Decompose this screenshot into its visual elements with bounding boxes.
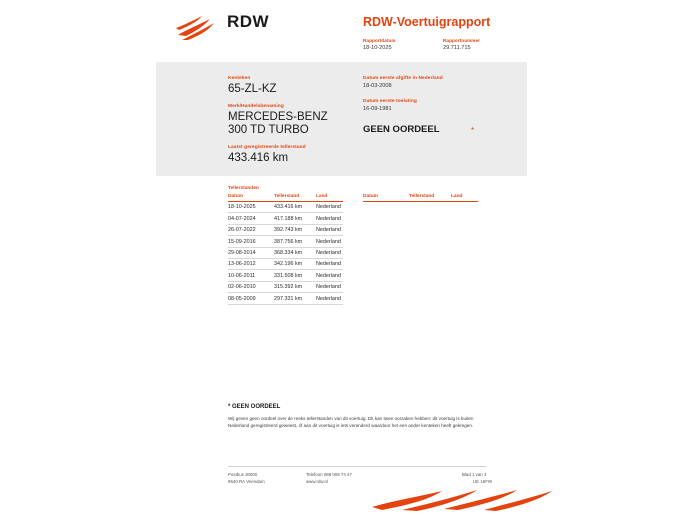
document-header [0,0,685,60]
verdict-badge: GEEN OORDEEL [363,124,440,135]
meta-value: 29.711.715 [443,45,471,51]
table-row [228,236,343,247]
summary-right-column [363,76,523,135]
cell-datum: 08-05-2009 [228,293,274,304]
cell-land: Nederland [316,236,343,247]
footer-version-code: UE 16FW [473,479,493,484]
eerste-afgifte-label: Datum eerste afgifte in Nederland [363,76,443,81]
cell-land: Nederland [316,202,343,213]
footer-contact [306,472,352,485]
cell-land: Nederland [316,224,343,235]
footer-address-line2: 9640 RA Veendam [228,478,265,484]
table-row [228,213,343,224]
cell-land: Nederland [316,293,343,304]
column-header-tellerstand: Tellerstand [409,194,451,202]
merk-value: MERCEDES-BENZ 300 TD TURBO [228,111,328,136]
odometer-section-title: Tellerstanden [228,186,259,191]
table-row [228,270,343,281]
footer-address [228,472,265,485]
column-header-datum: Datum [363,194,409,202]
cell-tellerstand: 387.756 km [274,236,316,247]
eerste-toelating-value: 16-09-1981 [363,106,392,112]
column-header-tellerstand: Tellerstand [274,194,316,202]
column-header-land: Land [316,194,343,202]
cell-tellerstand: 331.508 km [274,270,316,281]
footer-website[interactable]: www.rdw.nl [306,478,328,484]
meta-report-number [443,38,505,51]
column-header-datum: Datum [228,194,274,202]
kenteken-label: Kenteken [228,76,251,81]
cell-land: Nederland [316,270,343,281]
table-row [228,247,343,258]
table-row [228,258,343,269]
cell-datum: 02-06-2010 [228,281,274,292]
footer-address-line1: Postbus 30000 [228,472,258,477]
meta-value: 18-10-2025 [363,45,392,51]
footnote-title: * GEEN OORDEEL [228,404,281,410]
cell-datum: 18-10-2025 [228,202,274,213]
meta-label: Rapportnummer [443,38,481,43]
cell-tellerstand: 417.188 km [274,213,316,224]
cell-datum: 15-09-2016 [228,236,274,247]
table-row [228,202,343,213]
summary-left-column [228,76,358,173]
tellerstand-label: Laatst geregistreerde tellerstand [228,145,306,150]
page-title: RDW-Voertuigrapport [363,15,491,29]
footer-page-number: Blad 1 van 3 [462,472,487,477]
cell-datum: 04-07-2024 [228,213,274,224]
eerste-afgifte-value: 18-03-2008 [363,83,392,89]
merk-label: Merk/Handelsbenaming [228,104,284,109]
meta-report-date [363,38,425,51]
cell-land: Nederland [316,213,343,224]
meta-label: Rapportdatum [363,38,396,43]
report-meta [363,38,505,51]
odometer-table-right [363,194,478,202]
verdict-asterisk-marker: * [471,126,475,135]
column-header-land: Land [451,194,478,202]
table-row [228,293,343,304]
brand-name: RDW [227,12,270,31]
cell-tellerstand: 368.334 km [274,247,316,258]
table-header-row [363,194,478,202]
odometer-table-left [228,194,343,305]
cell-tellerstand: 342.196 km [274,258,316,269]
cell-tellerstand: 392.743 km [274,224,316,235]
table-row [228,281,343,292]
cell-datum: 26-07-2022 [228,224,274,235]
cell-land: Nederland [316,247,343,258]
cell-land: Nederland [316,281,343,292]
footnote-body: Wij geven geen oordeel over de reeks tellerstanden van dit voertuig. Dit kan twee oorzaken hebben: dit voertuig is buiten Nederland geregistreerd geweest, óf aan dit voertuig is iets veranderd waardoor het een ander kenteken heeft gekregen. [228,416,474,428]
rdw-flame-icon [176,16,218,42]
cell-tellerstand: 297.331 km [274,293,316,304]
cell-datum: 13-06-2012 [228,258,274,269]
cell-datum: 29-08-2014 [228,247,274,258]
footer-phone: Telefoon 088 008 74 47 [306,472,352,477]
eerste-toelating-label: Datum eerste toelating [363,99,417,104]
table-header-row [228,194,343,202]
cell-land: Nederland [316,258,343,269]
table-row [228,224,343,235]
cell-tellerstand: 315.392 km [274,281,316,292]
kenteken-value: 65-ZL-KZ [228,83,277,95]
footer-divider [228,466,486,467]
cell-datum: 10-06-2011 [228,270,274,281]
footnote-block [228,404,483,429]
tellerstand-value: 433.416 km [228,152,289,164]
rdw-flame-banner-icon [372,489,552,511]
cell-tellerstand: 433.416 km [274,202,316,213]
